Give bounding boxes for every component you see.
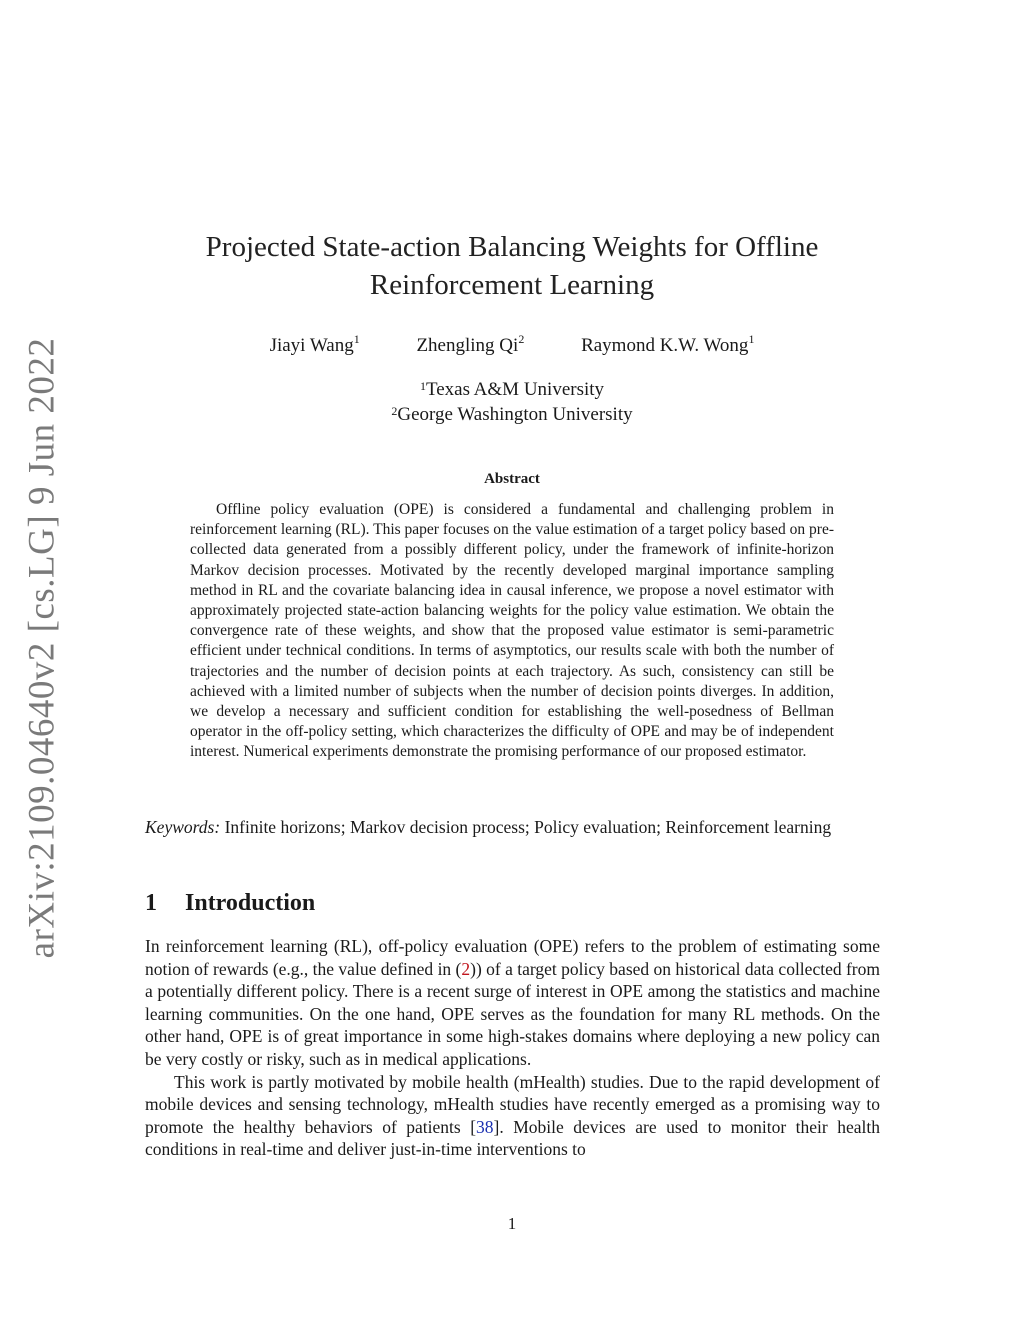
author-1 xyxy=(269,332,360,357)
author-name: Raymond K.W. Wong xyxy=(581,335,749,356)
section-number: 1 xyxy=(145,890,157,916)
paragraph-text: In reinforcement learning (RL), off-policy evaluation (OPE) refers to the problem of estimating some notion of rewards (e.g., the value defined in ( xyxy=(145,936,880,979)
paper-title xyxy=(150,228,874,304)
affiliation-2 xyxy=(150,402,874,427)
affiliation-mark: 2 xyxy=(391,404,398,418)
author-affiliation-mark: 1 xyxy=(353,332,360,346)
paragraph-text: This work is partly motivated by mobile health (mHealth) studies. Due to the rapid development of mobile devices and sensing technology, mHealth studies have recently emerged as a promising way to promote the healthy behaviors of patients [ xyxy=(145,1071,880,1137)
page-number: 1 xyxy=(507,1214,517,1233)
paper-title-line-1: Projected State-action Balancing Weights for Offline xyxy=(205,231,819,263)
citation-link[interactable]: 38 xyxy=(476,1116,494,1137)
author-affiliation-mark: 1 xyxy=(748,332,755,346)
author-name: Zhengling Qi xyxy=(416,335,519,356)
paragraph xyxy=(145,935,880,1071)
equation-reference-link[interactable]: 2 xyxy=(461,958,471,979)
author-affiliation-mark: 2 xyxy=(518,332,525,346)
abstract-text: Offline policy evaluation (OPE) is considered a fundamental and challenging problem in reinforcement learning (RL). This paper focuses on the value estimation of a target policy based on pre-collected data generated from a possibly different policy, under the framework of infinite-horizon Markov decision processes. Motivated by the recently developed marginal importance sampling method in RL and the covariate balancing idea in causal inference, we propose a novel estimator with approximately projected state-action balancing weights for the policy value estimation. We obtain the convergence rate of these weights, and show that the proposed value estimator is semi-parametric efficient under technical conditions. In terms of asymptotics, our results scale with both the number of trajectories and the number of decision points at each trajectory. As such, consistency can still be achieved with a limited number of subjects when the number of decision points diverges. In addition, we develop a necessary and sufficient condition for establishing the well-posedness of Bellman operator in the off-policy setting, which characterizes the difficulty of OPE and may be of independent interest. Numerical experiments demonstrate the promising performance of our proposed estimator. xyxy=(190,501,834,761)
keywords-label: Keywords: xyxy=(145,817,221,837)
author-list xyxy=(150,332,874,357)
affiliation-name: Texas A&M University xyxy=(425,379,605,400)
keywords-text: Infinite horizons; Markov decision process; Policy evaluation; Reinforcement learning xyxy=(224,817,832,837)
abstract-heading: Abstract xyxy=(484,471,540,487)
affiliation-1 xyxy=(150,377,874,402)
affiliation-list xyxy=(150,377,874,427)
author-3 xyxy=(581,332,755,357)
keywords xyxy=(145,816,880,839)
section-title: Introduction xyxy=(185,890,316,916)
paragraph-text: )) of a target policy based on historical data collected from a potentially different policy. There is a recent surge of interest in OPE among the statistics and machine learning communities. On the one hand, OPE serves as the foundation for many RL methods. On the other hand, OPE is of great importance in some high-stakes domains where deploying a new policy can be very costly or risky, such as in medical applications. xyxy=(145,958,880,1069)
paragraph xyxy=(145,1071,880,1161)
paper-title-line-2: Reinforcement Learning xyxy=(369,269,655,301)
arxiv-identifier-stamp: arXiv:2109.04640v2 [cs.LG] 9 Jun 2022 xyxy=(21,337,63,959)
affiliation-name: George Washington University xyxy=(397,404,633,425)
section-heading-introduction xyxy=(145,890,315,917)
paragraph-text: ]. Mobile devices are used to monitor their health conditions in real-time and deliver just-in-time interventions to xyxy=(145,1116,880,1160)
author-name: Jiayi Wang xyxy=(269,335,354,356)
introduction-body xyxy=(145,935,880,1161)
affiliation-mark: 1 xyxy=(419,379,426,393)
author-2 xyxy=(416,332,525,357)
